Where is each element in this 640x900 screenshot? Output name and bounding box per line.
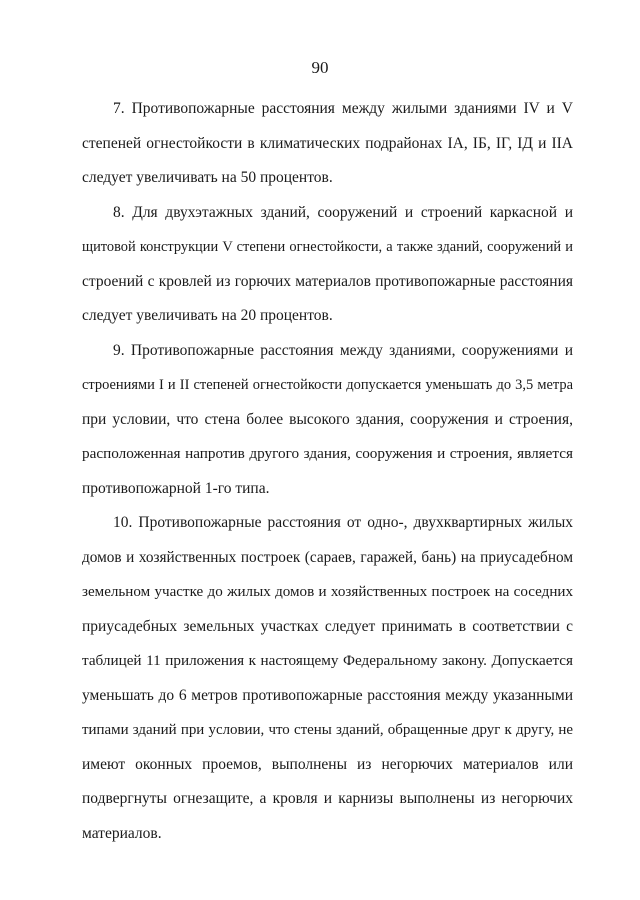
text-line: 7. Противопожарные расстояния между жилыми зданиями IV и V [113,100,573,117]
text-line: строениями I и II степеней огнестойкости допускается уменьшать до 3,5 метра [82,377,573,393]
page-number: 90 [311,58,329,77]
text-line: противопожарной 1-го типа. [82,479,270,497]
text-line: типами зданий при условии, что стены зданий, обращенные друг к другу, не [82,722,573,738]
document-body [82,92,573,851]
paragraph-10 [82,506,573,851]
text-line: домов и хозяйственных построек (сараев, гаражей, бань) на приусадебном [82,548,573,566]
text-line: земельном участке до жилых домов и хозяйственных построек на соседних [82,584,573,600]
text-line: 10. Противопожарные расстояния от одно-, двухквартирных жилых [113,514,573,531]
paragraph-9 [82,334,573,507]
text-line: уменьшать до 6 метров противопожарные расстояния между указанными [82,686,573,704]
text-line: приусадебных земельных участках следует принимать в соответствии с [82,617,573,635]
text-line: расположенная напротив другого здания, сооружения и строения, является [82,445,573,462]
text-line: имеют оконных проемов, выполнены из негорючих материалов или [82,755,573,773]
paragraph-7 [82,92,573,196]
text-line: щитовой конструкции V степени огнестойкости, а также зданий, сооружений и [82,239,573,255]
text-line: строений с кровлей из горючих материалов противопожарные расстояния [82,272,573,290]
text-line: степеней огнестойкости в климатических подрайонах IА, IБ, IГ, IД и IIА [82,134,573,152]
text-line: материалов. [82,824,162,842]
paragraph-8 [82,196,573,334]
text-line: 9. Противопожарные расстояния между зданиями, сооружениями и [113,341,573,359]
text-line: следует увеличивать на 20 процентов. [82,307,333,324]
text-line: следует увеличивать на 50 процентов. [82,169,333,186]
text-line: при условии, что стена более высокого здания, сооружения и строения, [82,410,573,428]
text-line: таблицей 11 приложения к настоящему Федеральному закону. Допускается [82,652,573,669]
text-line: 8. Для двухэтажных зданий, сооружений и строений каркасной и [113,203,573,221]
text-line: подвергнуты огнезащите, а кровля и карнизы выполнены из негорючих [82,790,573,807]
